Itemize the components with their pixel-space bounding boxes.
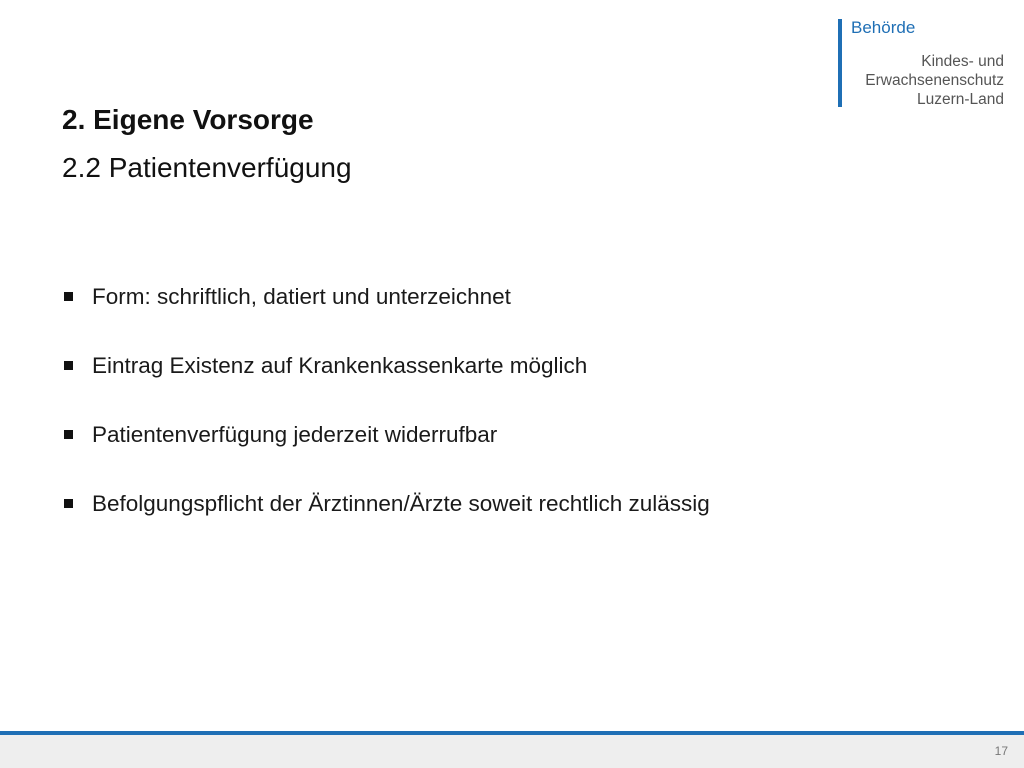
bullet-text: Patientenverfügung jederzeit widerrufbar: [92, 422, 498, 447]
slide-subtitle: 2.2 Patientenverfügung: [62, 152, 352, 183]
logo-title: Behörde: [851, 18, 916, 37]
slide-title: 2. Eigene Vorsorge: [62, 104, 314, 135]
bullet-item: [62, 280, 710, 314]
square-bullet-icon: [64, 361, 73, 370]
organization-logo: [838, 16, 1008, 108]
square-bullet-icon: [64, 292, 73, 301]
bullet-text: Eintrag Existenz auf Krankenkassenkarte möglich: [92, 353, 588, 378]
square-bullet-icon: [64, 499, 73, 508]
bullet-list: [62, 280, 710, 556]
slide-footer: [0, 735, 1024, 768]
bullet-text: Befolgungspflicht der Ärztinnen/Ärzte soweit rechtlich zulässig: [92, 491, 710, 516]
logo-subtitle-line: Erwachsenenschutz: [865, 72, 1004, 89]
logo-subtitle-line: Luzern-Land: [916, 91, 1004, 108]
logo-subtitle: [865, 52, 1004, 109]
bullet-item: [62, 487, 710, 521]
logo-accent-bar: [838, 19, 842, 107]
bullet-text: Form: schriftlich, datiert und unterzeichnet: [92, 284, 511, 309]
bullet-item: [62, 349, 710, 383]
bullet-item: [62, 418, 710, 452]
square-bullet-icon: [64, 430, 73, 439]
page-number: 17: [994, 744, 1008, 758]
logo-subtitle-line: Kindes- und: [921, 53, 1004, 70]
